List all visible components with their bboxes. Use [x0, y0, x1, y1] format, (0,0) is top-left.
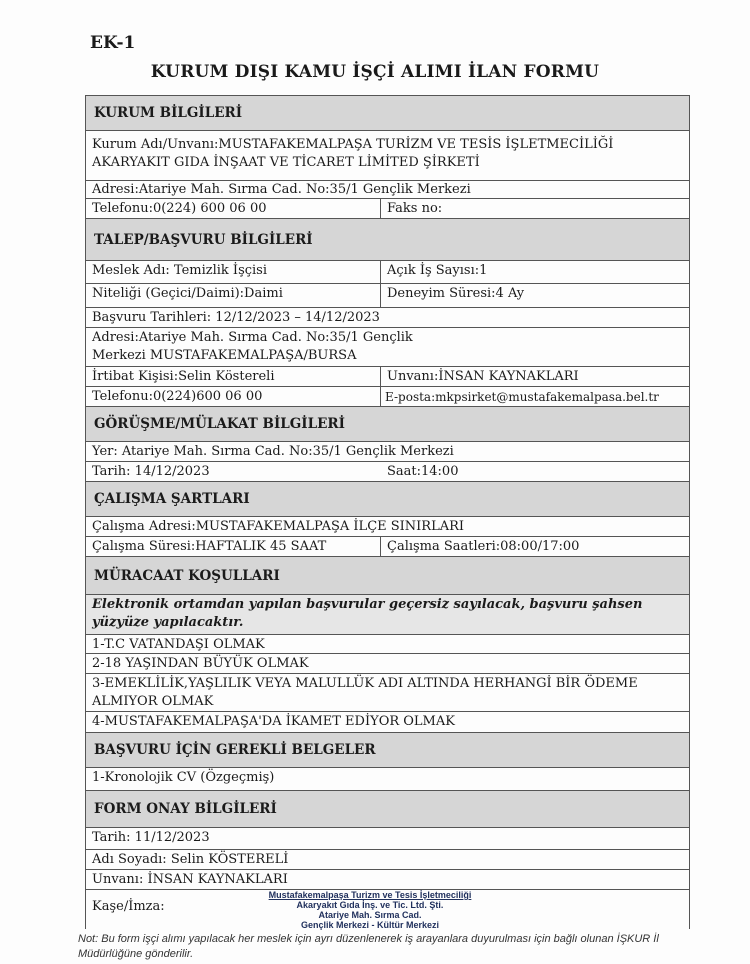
muracaat-item: 4-MUSTAFAKEMALPAŞA'DA İKAMET EDİYOR OLMAK	[92, 714, 455, 729]
section-header-kurum: KURUM BİLGİLERİ	[86, 95, 689, 130]
deneyim-suresi: Deneyim Süresi:4 Ay	[387, 286, 525, 301]
section-header-belgeler: BAŞVURU İÇİN GEREKLİ BELGELER	[86, 732, 689, 767]
kurum-telefon: Telefonu:0(224) 600 06 00	[86, 199, 381, 218]
form-table	[85, 95, 690, 929]
gorusme-yer: Yer: Atariye Mah. Sırma Cad. No:35/1 Gençlik Merkezi	[92, 444, 454, 459]
acik-is-sayisi: Açık İş Sayısı:1	[387, 263, 488, 278]
section-header-calisma: ÇALIŞMA ŞARTLARI	[86, 481, 689, 516]
section-header-gorusme: GÖRÜŞME/MÜLAKAT BİLGİLERİ	[86, 406, 689, 441]
footnote: Not: Bu form işçi alımı yapılacak her meslek için ayrı düzenlenerek iş arayanlara duyurulması için bağlı olunan İŞKUR İl Müdürlüğüne gönderilir.	[78, 933, 659, 960]
muracaat-item: 2-18 YAŞINDAN BÜYÜK OLMAK	[92, 656, 309, 671]
company-stamp	[250, 890, 490, 930]
gorusme-tarih: Tarih: 14/12/2023	[92, 464, 210, 479]
irtibat-unvan: Unvanı:İNSAN KAYNAKLARI	[387, 369, 579, 384]
stamp-line: Akaryakıt Gıda İnş. ve Tic. Ltd. Şti.	[296, 900, 444, 910]
talep-eposta: E-posta:mkpsirket@mustafakemalpasa.bel.tr	[385, 390, 659, 404]
nitelik: Niteliği (Geçici/Daimi):Daimi	[86, 284, 381, 307]
kurum-adres: Adresi:Atariye Mah. Sırma Cad. No:35/1 Gençlik Merkezi	[92, 182, 471, 197]
stamp-line: Gençlik Merkezi - Kültür Merkezi	[300, 920, 440, 930]
muracaat-item: 3-EMEKLİLİK,YAŞLILIK VEYA MALULLÜK ADI ALTINDA HERHANGİ BİR ÖDEME ALMIYOR OLMAK	[92, 676, 638, 709]
onay-adi-soyadi: Adı Soyadı: Selin KÖSTERELİ	[92, 852, 289, 867]
irtibat-kisisi: İrtibat Kişisi:Selin Köstereli	[86, 367, 381, 386]
talep-telefon: Telefonu:0(224)600 06 00	[86, 387, 381, 406]
belge-item: 1-Kronolojik CV (Özgeçmiş)	[92, 770, 275, 785]
muracaat-item: 1-T.C VATANDAŞI OLMAK	[92, 637, 265, 652]
onay-unvan: Unvanı: İNSAN KAYNAKLARI	[92, 872, 288, 887]
stamp-line: Atariye Mah. Sırma Cad.	[318, 910, 422, 920]
stamp-line: Mustafakemalpaşa Turizm ve Tesis İşletmeciliği	[268, 890, 472, 900]
meslek-adi: Meslek Adı: Temizlik İşçisi	[86, 261, 381, 283]
calisma-adresi: Çalışma Adresi:MUSTAFAKEMALPAŞA İLÇE SINIRLARI	[92, 519, 465, 534]
calisma-suresi: Çalışma Süresi:HAFTALIK 45 SAAT	[86, 537, 381, 556]
form-title: KURUM DIŞI KAMU İŞÇİ ALIMI İLAN FORMU	[150, 62, 600, 82]
gorusme-saat: Saat:14:00	[387, 464, 459, 479]
calisma-saatleri: Çalışma Saatleri:08:00/17:00	[387, 539, 580, 554]
onay-tarih: Tarih: 11/12/2023	[92, 830, 210, 845]
kase-imza: Kaşe/İmza:	[92, 899, 165, 914]
section-header-talep: TALEP/BAŞVURU BİLGİLERİ	[86, 218, 689, 260]
kurum-faks: Faks no:	[387, 201, 443, 216]
section-header-muracaat: MÜRACAAT KOŞULLARI	[86, 556, 689, 594]
annex-label: EK-1	[90, 33, 136, 53]
talep-adres: Adresi:Atariye Mah. Sırma Cad. No:35/1 Gençlik Merkezi MUSTAFAKEMALPAŞA/BURSA	[92, 330, 413, 363]
kurum-adi: Kurum Adı/Unvanı:MUSTAFAKEMALPAŞA TURİZM VE TESİS İŞLETMECİLİĞİ AKARYAKIT GIDA İNŞAAT VE TİCARET LİMİTED ŞİRKETİ	[92, 137, 614, 170]
section-header-onay: FORM ONAY BİLGİLERİ	[86, 790, 689, 827]
basvuru-tarihleri: Başvuru Tarihleri: 12/12/2023 – 14/12/2023	[92, 310, 380, 325]
muracaat-uyari: Elektronik ortamdan yapılan başvurular geçersiz sayılacak, başvuru şahsen yüzyüze yapılacaktır.	[92, 597, 643, 630]
